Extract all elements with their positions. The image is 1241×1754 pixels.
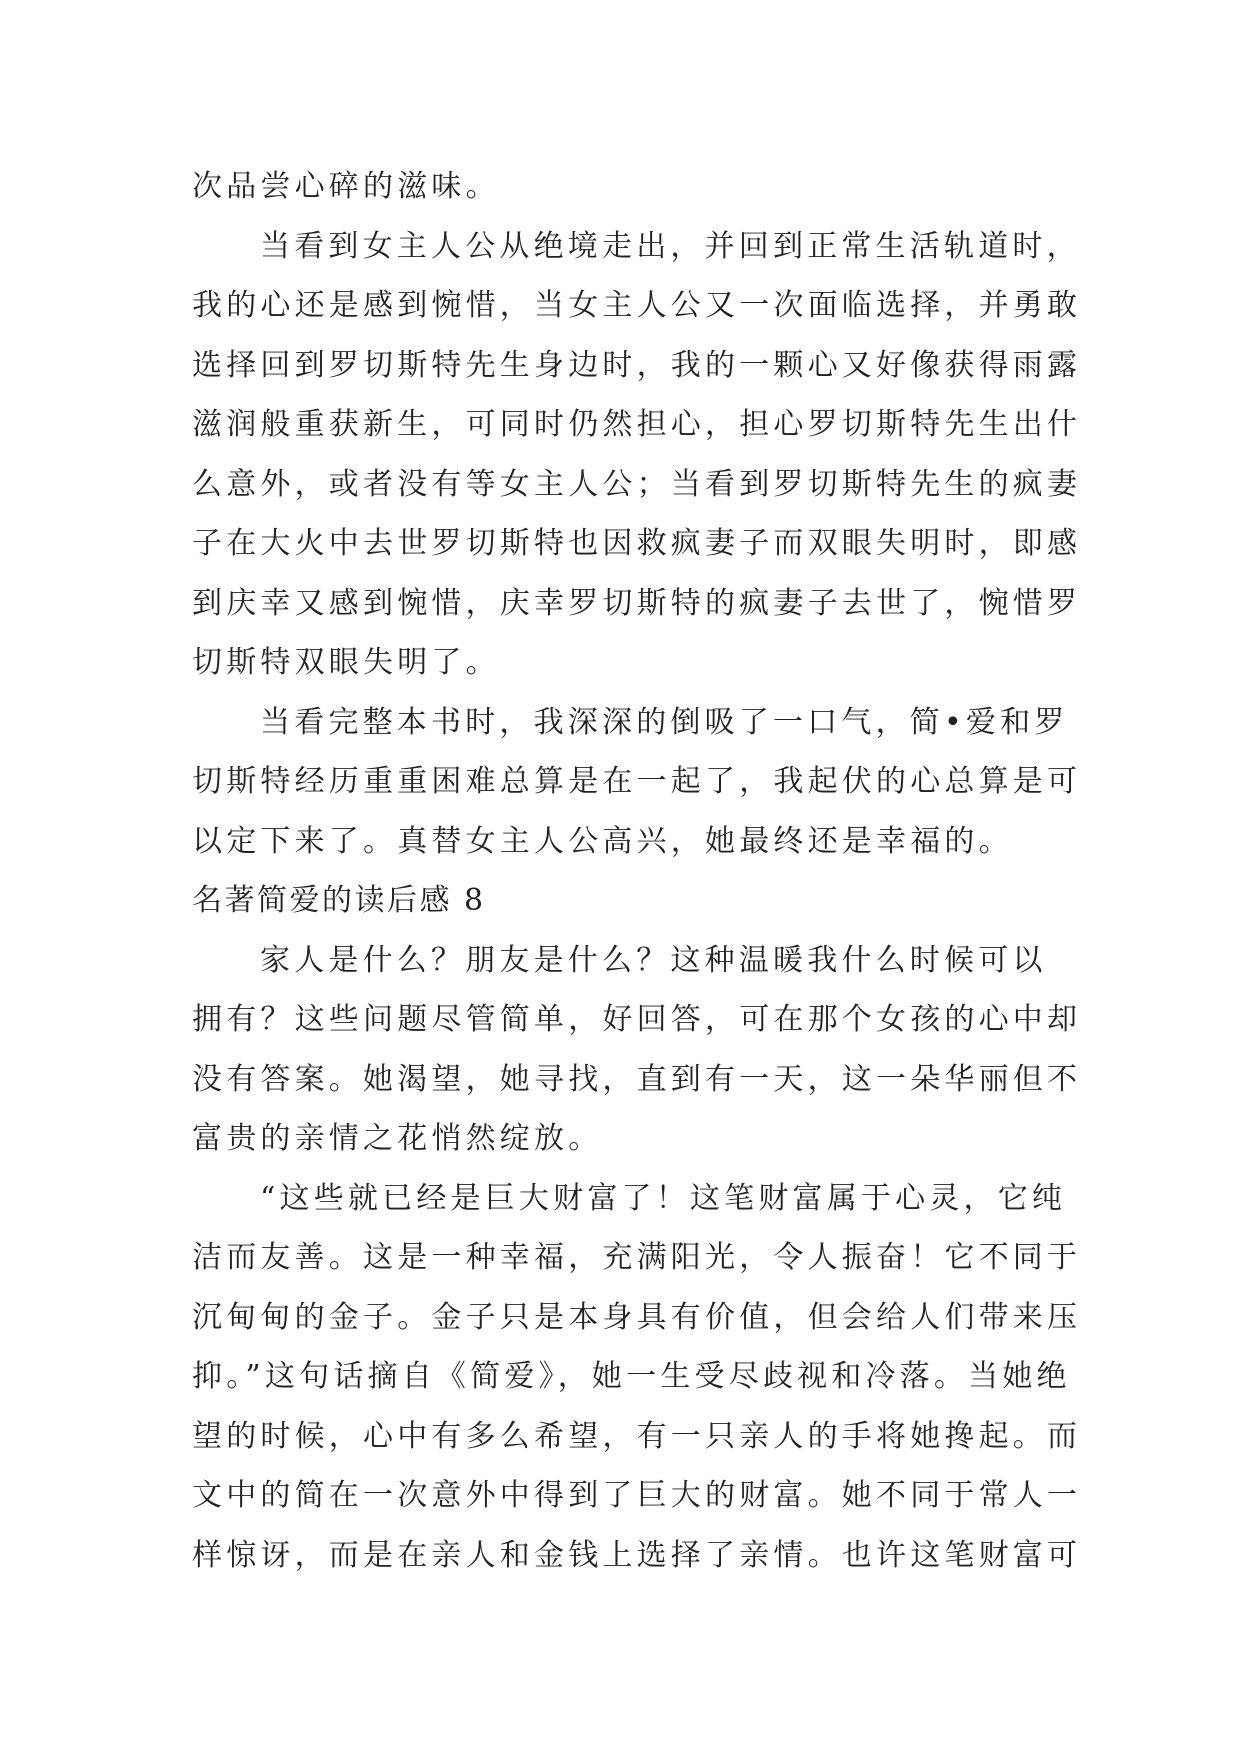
text-line: 以定下来了。真替女主人公高兴，她最终还是幸福的。 — [192, 823, 1013, 859]
text-line: 家人是什么？朋友是什么？这种温暖我什么时候可以 — [260, 942, 1047, 978]
document-body — [192, 157, 1082, 1585]
text-line: 抑。”这句话摘自《简爱》，她一生受尽歧视和冷落。当她绝 — [192, 1359, 1071, 1394]
text-line: 拥有？这些问题尽管简单，好回答，可在那个女孩的心中却 — [192, 1002, 1082, 1037]
text-line: 富贵的亲情之花悄然绽放。 — [192, 1121, 603, 1156]
text-line: 切斯特双眼失明了。 — [192, 645, 500, 680]
text-line: 切斯特经历重重困难总算是在一起了，我起伏的心总算是可 — [192, 764, 1082, 799]
text-line: 样惊讶，而是在亲人和金钱上选择了亲情。也许这笔财富可 — [192, 1537, 1082, 1573]
text-line: 子在大火中去世罗切斯特也因救疯妻子而双眼失明时，即感 — [192, 526, 1082, 561]
text-line: 没有答案。她渴望，她寻找，直到有一天，这一朵华丽但不 — [192, 1061, 1082, 1097]
text-line: “这些就已经是巨大财富了！这笔财富属于心灵，它纯 — [260, 1180, 1067, 1216]
text-line: 洁而友善。这是一种幸福，充满阳光，令人振奋！它不同于 — [192, 1240, 1082, 1275]
text-line: 选择回到罗切斯特先生身边时，我的一颗心又好像获得雨露 — [192, 347, 1082, 383]
text-line: 滋润般重获新生，可同时仍然担心，担心罗切斯特先生出什 — [192, 407, 1082, 442]
text-line: 么意外，或者没有等女主人公；当看到罗切斯特先生的疯妻 — [192, 466, 1082, 502]
text-line: 望的时候，心中有多么希望，有一只亲人的手将她搀起。而 — [192, 1418, 1082, 1454]
text-line: 沉甸甸的金子。金子只是本身具有价值，但会给人们带来压 — [192, 1299, 1082, 1335]
text-line: 当看到女主人公从绝境走出，并回到正常生活轨道时， — [260, 228, 1081, 264]
text-line: 文中的简在一次意外中得到了巨大的财富。她不同于常人一 — [192, 1478, 1082, 1513]
text-line: 我的心还是感到惋惜，当女主人公又一次面临选择，并勇敢 — [192, 288, 1082, 323]
text-line: 到庆幸又感到惋惜，庆幸罗切斯特的疯妻子去世了，惋惜罗 — [192, 585, 1082, 621]
section-heading: 名著简爱的读后感 8 — [192, 883, 486, 918]
text-line: 次品尝心碎的滋味。 — [192, 169, 500, 204]
text-line: 当看完整本书时，我深深的倒吸了一口气，简•爱和罗 — [260, 704, 1069, 740]
